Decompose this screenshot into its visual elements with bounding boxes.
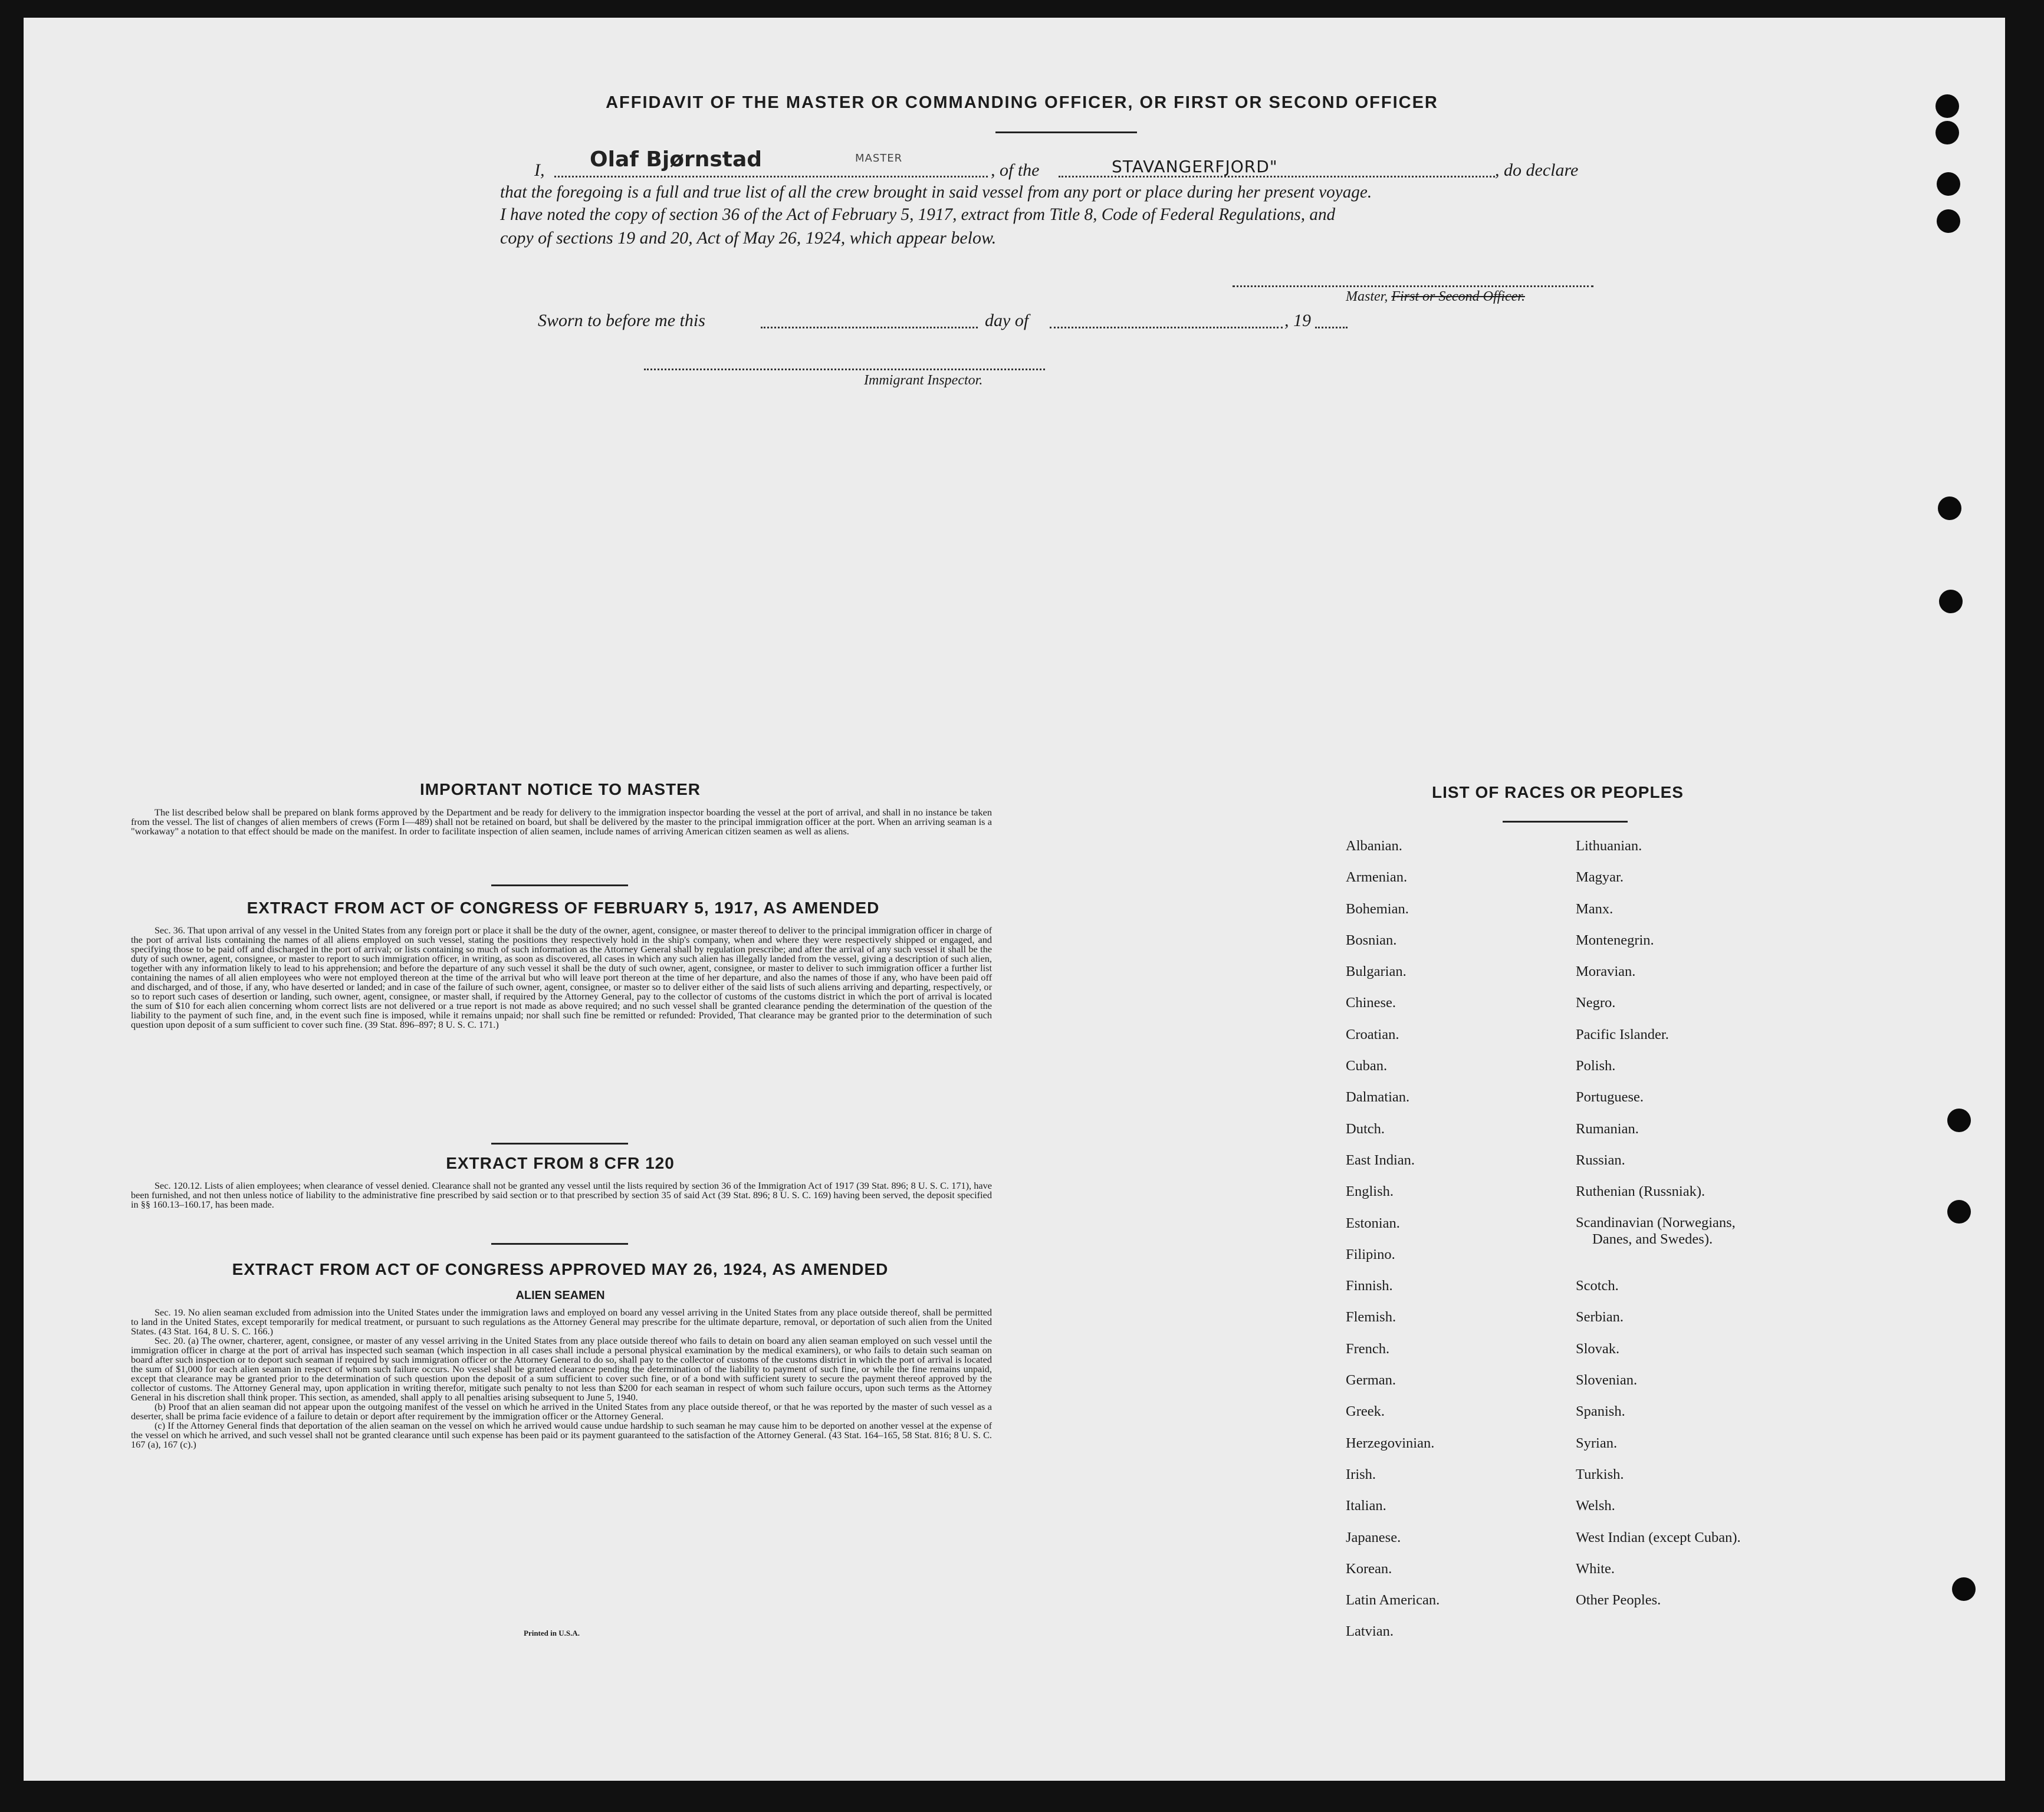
vessel-name: STAVANGERFJORD" xyxy=(1112,157,1278,176)
race-item: Cuban. xyxy=(1346,1058,1388,1074)
race-item: Lithuanian. xyxy=(1576,838,1642,854)
race-item: German. xyxy=(1346,1372,1396,1389)
race-item: Chinese. xyxy=(1346,995,1396,1011)
master-name: Olaf Bjørnstad xyxy=(590,147,763,172)
race-item: Rumanian. xyxy=(1576,1120,1639,1137)
race-item: Bohemian. xyxy=(1346,900,1409,917)
race-item: Syrian. xyxy=(1576,1435,1618,1451)
punch-hole xyxy=(1947,1200,1971,1224)
divider xyxy=(1503,821,1628,823)
punch-hole xyxy=(1947,1109,1971,1132)
punch-hole xyxy=(1935,121,1959,144)
extract-1917-title: EXTRACT FROM ACT OF CONGRESS OF FEBRUARY 5, 1917, AS AMENDED xyxy=(247,899,880,917)
race-item: Bosnian. xyxy=(1346,932,1397,948)
divider xyxy=(491,884,628,886)
race-item: Montenegrin. xyxy=(1576,932,1654,948)
race-item: Greek. xyxy=(1346,1403,1385,1420)
do-declare-label: , do declare xyxy=(1495,160,1579,180)
divider xyxy=(491,1143,628,1145)
race-item: Serbian. xyxy=(1576,1309,1624,1326)
punch-hole xyxy=(1937,209,1960,233)
signature-line xyxy=(1233,285,1593,287)
race-item: Spanish. xyxy=(1576,1403,1625,1420)
sworn-day-line xyxy=(761,327,978,328)
race-item: Russian. xyxy=(1576,1152,1625,1168)
extract-cfr-title: EXTRACT FROM 8 CFR 120 xyxy=(446,1154,675,1172)
divider xyxy=(491,1243,628,1245)
divider xyxy=(995,131,1137,133)
extract-1924-title: EXTRACT FROM ACT OF CONGRESS APPROVED MAY 26, 1924, AS AMENDED xyxy=(232,1260,889,1278)
races-title: LIST OF RACES OR PEOPLES xyxy=(1432,783,1684,801)
race-item: Irish. xyxy=(1346,1466,1376,1482)
race-item: Latin American. xyxy=(1346,1592,1440,1609)
race-item: Polish. xyxy=(1576,1058,1616,1074)
race-item: East Indian. xyxy=(1346,1152,1415,1168)
race-item: Manx. xyxy=(1576,900,1613,917)
race-item: Magyar. xyxy=(1576,869,1624,886)
race-item: Italian. xyxy=(1346,1498,1386,1514)
extract-1924-subtitle: ALIEN SEAMEN xyxy=(515,1289,605,1302)
of-the-label: , of the xyxy=(991,160,1040,180)
race-item: West Indian (except Cuban). xyxy=(1576,1529,1741,1545)
inspector-line xyxy=(644,369,1045,370)
punch-hole xyxy=(1952,1577,1976,1601)
affidavit-line-4: copy of sections 19 and 20, Act of May 26, 1924, which appear below. xyxy=(500,228,997,248)
race-item: Bulgarian. xyxy=(1346,963,1407,980)
printed-in-usa: Printed in U.S.A. xyxy=(524,1629,580,1637)
race-item: Finnish. xyxy=(1346,1278,1393,1294)
race-item: Dutch. xyxy=(1346,1120,1385,1137)
race-item: Portuguese. xyxy=(1576,1089,1644,1106)
race-item-scandinavian xyxy=(1576,1208,1741,1271)
punch-hole xyxy=(1938,496,1961,520)
extract-1924-text: Sec. 19. No alien seaman excluded from admission into the United States under the immigration laws and employed on board any vessel arriving in the United States from any place outside thereof, shall be permitted to land in the United States, except temporarily for medical treatment, or pursuant to such regulations as the Attorney General may prescribe for the ultimate departure, removal, or deportation of such alien from the United States. (43 Stat. 164, 8 U. S. C. 166.) Sec. 20. (a) The owner, charterer, agent, consignee, or master of any vessel arriving in the United States from any place outside thereof who fails to detain on board any alien seaman employed on such vessel until the immigration officer in charge at the port of arrival has inspected such seaman (which inspection in all cases shall include a personal physical examination by the medical examiners), or who fails to detain such seaman on board after such inspection or to deport such seaman if required by such immigration officer or the Attorney General to do so, shall pay to the collector of customs of the customs district in which the port of arrival is located the sum of $1,000 for each alien seaman in respect of whom such failure occurs. No vessel shall be granted clearance pending the determination of the liability to payment of such fine, or while the fine remains unpaid, except that clearance may be granted prior to the determination of such question upon the deposit of a sum sufficient to cover such fine, or of a bond with sufficient surety to secure the payment thereof approved by the collector of customs. The Attorney General may, upon application in writing therefor, mitigate such penalty to not less than $200 for each seaman in respect of whom such failure occurs, upon such terms as the Attorney General in his discretion shall think proper. This section, as amended, shall apply to all penalties arising subsequent to June 5, 1940. (b) Proof that an alien seaman did not appear upon the outgoing manifest of the vessel on which he arrived in the United States from any place outside thereof, or that he was reported by the master of such vessel as a deserter, shall be prima facie evidence of a failure to detain or deport after requirement by the immigration officer or the Attorney General. (c) If the Attorney General finds that deportation of the alien seaman on the vessel on which he arrived would cause undue hardship to such seaman he may cause him to be deported on another vessel at the expense of the vessel on which he arrived, and such vessel shall not be granted clearance until such expense has been paid or its payment guaranteed to the satisfaction of the Attorney General. (43 Stat. 164–165, 58 Stat. 816; 8 U. S. C. 167 (a), 167 (c).) xyxy=(131,1307,992,1450)
race-item: Pacific Islander. xyxy=(1576,1026,1669,1043)
sworn-year-line xyxy=(1315,327,1348,328)
notice-title: IMPORTANT NOTICE TO MASTER xyxy=(419,780,701,798)
inspector-label: Immigrant Inspector. xyxy=(864,373,983,388)
punch-hole xyxy=(1937,172,1960,196)
race-item: Estonian. xyxy=(1346,1215,1400,1231)
race-item: Negro. xyxy=(1576,995,1616,1011)
race-item: Other Peoples. xyxy=(1576,1592,1661,1609)
race-item: Latvian. xyxy=(1346,1623,1394,1640)
punch-hole xyxy=(1939,590,1963,613)
signer-title xyxy=(1346,289,1525,305)
race-item: Moravian. xyxy=(1576,963,1636,980)
day-of-label: day of xyxy=(985,311,1029,330)
affidavit-line-3: I have noted the copy of section 36 of the Act of February 5, 1917, extract from Title 8, Code of Federal Regulations, and xyxy=(500,205,1336,224)
races-column-1 xyxy=(1346,830,1440,1647)
race-item: Filipino. xyxy=(1346,1246,1395,1262)
race-item-line: Danes, and Swedes). xyxy=(1592,1231,1713,1247)
sworn-month-line xyxy=(1050,327,1283,328)
race-item: Flemish. xyxy=(1346,1309,1396,1326)
sworn-label: Sworn to before me this xyxy=(538,311,705,330)
race-item: Welsh. xyxy=(1576,1498,1615,1514)
race-item: Turkish. xyxy=(1576,1466,1624,1482)
signer-master: Master, xyxy=(1346,289,1388,304)
rank-stamp: MASTER xyxy=(855,152,903,165)
race-item: Croatian. xyxy=(1346,1026,1399,1043)
race-item: Scotch. xyxy=(1576,1278,1619,1294)
year-label: , 19 xyxy=(1284,311,1311,330)
signer-struck: First or Second Officer. xyxy=(1391,289,1525,304)
race-item: Korean. xyxy=(1346,1560,1392,1577)
race-item: French. xyxy=(1346,1340,1390,1357)
races-column-2 xyxy=(1576,830,1741,1616)
notice-text: The list described below shall be prepared on blank forms approved by the Department and be ready for delivery to the immigration inspector boarding the vessel at the port of arrival, and shall in no instance be taken from the vessel. The list of changes of alien members of crews (Form I—489) shall not be retained on board, but shall be delivered by the master to the principal immigration officer at the port. When an arriving seaman is a "workaway" a notation to that effect should be made on the manifest. In order to facilitate inspection of alien seamen, include names of arriving American citizen seamen as well as aliens. xyxy=(131,807,992,837)
race-item-line: Scandinavian (Norwegians, xyxy=(1576,1214,1736,1231)
race-item: White. xyxy=(1576,1560,1615,1577)
race-item: Armenian. xyxy=(1346,869,1408,886)
race-item: Albanian. xyxy=(1346,838,1402,854)
extract-cfr-text: Sec. 120.12. Lists of alien employees; when clearance of vessel denied. Clearance shall not be granted any vessel until the lists required by section 36 of the Immigration Act of 1917 (39 Stat. 896; 8 U. S. C. 171), have been furnished, and not then unless notice of liability to the administrative fine prescribed by said section or to that prescribed by section 35 of said Act (39 Stat. 896; 8 U. S. C. 169) having been served, the deposit specified in §§ 160.13–160.17, has been made. xyxy=(131,1180,992,1210)
race-item: English. xyxy=(1346,1183,1394,1200)
extract-1917-text: Sec. 36. That upon arrival of any vessel in the United States from any foreign port or place it shall be the duty of the owner, agent, consignee, or master thereof to deliver to the principal immigration officer in charge of the port of arrival lists containing the names of all aliens employed on such vessel, stating the positions they respectively hold in the ship's company, when and where they were respectively shipped or engaged, and specifying those to be paid off and discharged in the port of arrival; or lists containing so much of such information as the Attorney General shall by regulation prescribe; and after the arrival of any such vessel it shall be the duty of such owner, agent, consignee, or master to report to such immigration officer, in writing, as soon as discovered, all cases in which any such alien has illegally landed from the vessel, giving a description of such alien, together with any information likely to lead to his apprehension; and before the departure of any such vessel it shall be the duty of such owner, agent, consignee, or master to deliver to such immigration officer a further list containing the names of all alien employees who were not employed thereon at the time of the arrival but who will leave port thereon at the time of her departure, and also the names of those if any, who have been paid off and discharged, and of those, if any, who have deserted or landed; and in case of the failure of such owner, agent, consignee, or master so to deliver either of the said lists of such aliens arriving and departing, respectively, or so to report such cases of desertion or landing, such owner, agent, consignee, or master shall, if required by the Attorney General, pay to the collector of customs of the customs district in which the port of arrival is located the sum of $10 for each alien concerning whom correct lists are not delivered or a true report is not made as above required; and no such vessel shall be granted clearance pending the determination of the question of the liability to the payment of such fine, and, in the event such fine is imposed, while it remains unpaid; nor shall such fine be remitted or refunded: Provided, That clearance may be granted prior to the determination of such question upon deposit of a sum sufficient to cover such fine. (39 Stat. 896–897; 8 U. S. C. 171.) xyxy=(131,925,992,1030)
race-item: Slovenian. xyxy=(1576,1372,1638,1389)
race-item: Herzegovinian. xyxy=(1346,1435,1435,1451)
affidavit-i: I, xyxy=(534,160,545,180)
race-item: Slovak. xyxy=(1576,1340,1620,1357)
race-item: Japanese. xyxy=(1346,1529,1401,1545)
affidavit-line-2: that the foregoing is a full and true list of all the crew brought in said vessel from any port or place during her present voyage. xyxy=(500,183,1372,202)
name-line xyxy=(554,176,988,177)
affidavit-title: AFFIDAVIT OF THE MASTER OR COMMANDING OFFICER, OR FIRST OR SECOND OFFICER xyxy=(606,93,1438,112)
race-item: Ruthenian (Russniak). xyxy=(1576,1183,1705,1200)
race-item: Dalmatian. xyxy=(1346,1089,1410,1106)
